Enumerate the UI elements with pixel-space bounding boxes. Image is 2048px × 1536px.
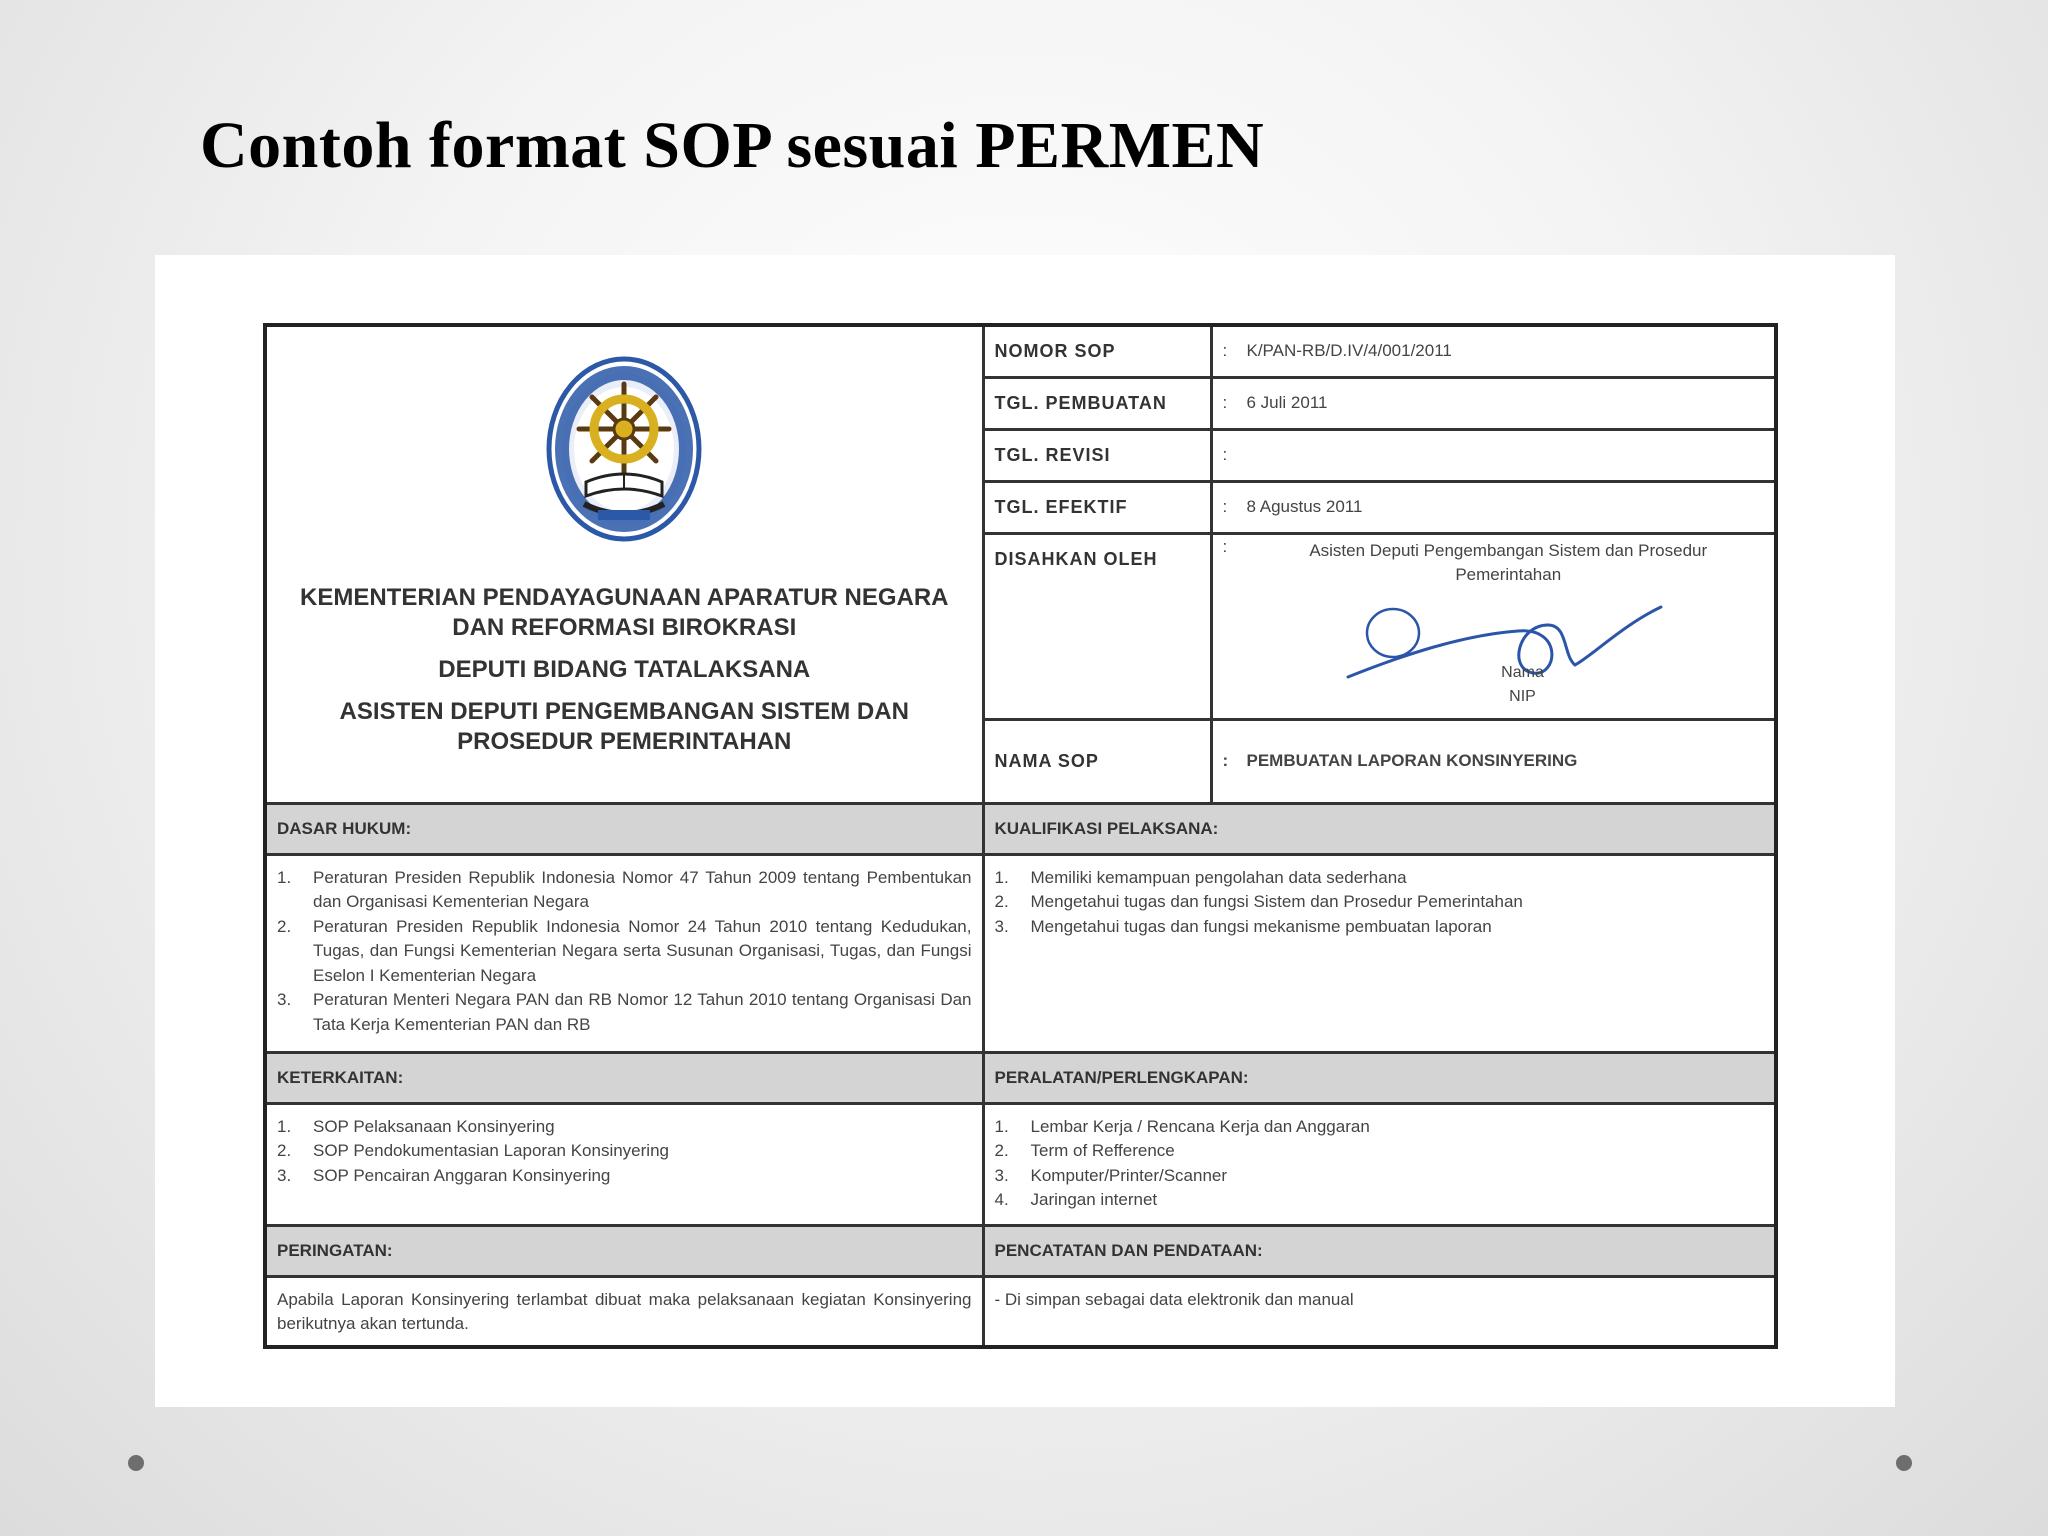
pencatatan-header: PENCATATAN DAN PENDATAAN: [983,1225,1776,1276]
tgl-revisi-value-cell: : [1211,429,1776,481]
peralatan-list [995,1115,1765,1213]
nomor-sop-value-cell: : K/PAN-RB/D.IV/4/001/2011 [1211,325,1776,377]
peringatan-header: PERINGATAN: [265,1225,983,1276]
tgl-efektif-value-cell: : 8 Agustus 2011 [1211,481,1776,533]
keterkaitan-content [265,1103,983,1225]
pencatatan-text: - Di simpan sebagai data elektronik dan manual [994,1289,1354,1309]
ministry-name: KEMENTERIAN PENDAYAGUNAAN APARATUR NEGARA DAN REFORMASI BIROKRASI [300,584,949,641]
dasar-hukum-list [277,866,972,1038]
list-item: 2. Mengetahui tugas dan fungsi Sistem dan Prosedur Pemerintahan [994,892,1523,911]
list-item: 3. Komputer/Printer/Scanner [994,1165,1228,1185]
kualifikasi-pelaksana-header: KUALIFIKASI PELAKSANA: [983,803,1776,854]
list-item: 2. Peraturan Presiden Republik Indonesia Nomor 24 Tahun 2010 tentang Kedudukan, Tugas, dan Fungsi Kementerian Negara serta Susunan Organisasi, Tugas, dan Fungsi Eselon I Kementerian Negara [277,916,972,985]
signatory-nip-label: NIP [1509,687,1536,705]
list-item: 2. SOP Pendokumentasian Laporan Konsinyering [277,1141,669,1160]
peringatan-text: Apabila Laporan Konsinyering terlambat dibuat maka pelaksanaan kegiatan Konsinyering berikutnya akan tertunda. [277,1289,972,1333]
keterkaitan-list [277,1115,972,1189]
list-item: 1. Memiliki kemampuan pengolahan data sederhana [994,867,1407,887]
tgl-revisi-label: TGL. REVISI [983,429,1211,481]
peringatan-content [265,1276,983,1347]
tgl-pembuatan-label: TGL. PEMBUATAN [983,377,1211,429]
slide-decoration-dot-left [128,1455,144,1471]
tgl-pembuatan-value-cell: : 6 Juli 2011 [1211,377,1776,429]
list-item: 2. Term of Refference [994,1141,1175,1160]
tgl-efektif-value: 8 Agustus 2011 [1246,497,1363,516]
kualifikasi-pelaksana-content [983,854,1776,1052]
kualifikasi-list [995,866,1765,940]
organization-header [265,325,983,803]
slide-decoration-dot-right [1896,1455,1912,1471]
list-item: 4. Jaringan internet [994,1190,1158,1209]
nama-sop-label: NAMA SOP [983,719,1211,803]
nama-sop-value-cell: : PEMBUATAN LAPORAN KONSINYERING [1211,719,1776,803]
keterkaitan-header: KETERKAITAN: [265,1052,983,1103]
peralatan-header: PERALATAN/PERLENGKAPAN: [983,1052,1776,1103]
assistant-deputy-name: ASISTEN DEPUTI PENGEMBANGAN SISTEM DAN PROSEDUR PEMERINTAHAN [339,698,909,755]
pencatatan-content [983,1276,1776,1347]
tgl-efektif-label: TGL. EFEKTIF [983,481,1211,533]
sop-document [155,255,1895,1407]
signatory-placeholder [1483,661,1563,709]
list-item: 1. Peraturan Presiden Republik Indonesia Nomor 47 Tahun 2009 tentang Pembentukan dan Organisasi Kementerian Negara [277,867,972,911]
signatory-name-label: Nama [1501,663,1544,681]
disahkan-oleh-label: DISAHKAN OLEH [983,533,1211,719]
list-item: 1. Lembar Kerja / Rencana Kerja dan Anggaran [994,1116,1370,1136]
peralatan-content [983,1103,1776,1225]
disahkan-oleh-value: Asisten Deputi Pengembangan Sistem dan Prosedur Pemerintahan [1309,540,1708,584]
list-item: 3. SOP Pencairan Anggaran Konsinyering [277,1165,611,1185]
nomor-sop-label: NOMOR SOP [983,325,1211,377]
list-item: 3. Peraturan Menteri Negara PAN dan RB Nomor 12 Tahun 2010 tentang Organisasi Dan Tata Kerja Kementerian PAN dan RB [277,990,972,1034]
tgl-pembuatan-value: 6 Juli 2011 [1246,393,1328,412]
sop-table [263,323,1778,1349]
ministry-logo-icon [544,354,704,544]
disahkan-oleh-cell: : Asisten Deputi Pengembangan Sistem dan Prosedur Pemerintahan Nama NIP [1211,533,1776,719]
list-item: 3. Mengetahui tugas dan fungsi mekanisme pembuatan laporan [994,916,1492,936]
list-item: 1. SOP Pelaksanaan Konsinyering [277,1116,555,1136]
slide-title: Contoh format SOP sesuai PERMEN [200,109,1265,182]
nomor-sop-value: K/PAN-RB/D.IV/4/001/2011 [1246,341,1452,361]
deputy-name: DEPUTI BIDANG TATALAKSANA [438,656,811,683]
dasar-hukum-content [265,854,983,1052]
nama-sop-value: PEMBUATAN LAPORAN KONSINYERING [1246,751,1578,770]
dasar-hukum-header: DASAR HUKUM: [265,803,983,854]
